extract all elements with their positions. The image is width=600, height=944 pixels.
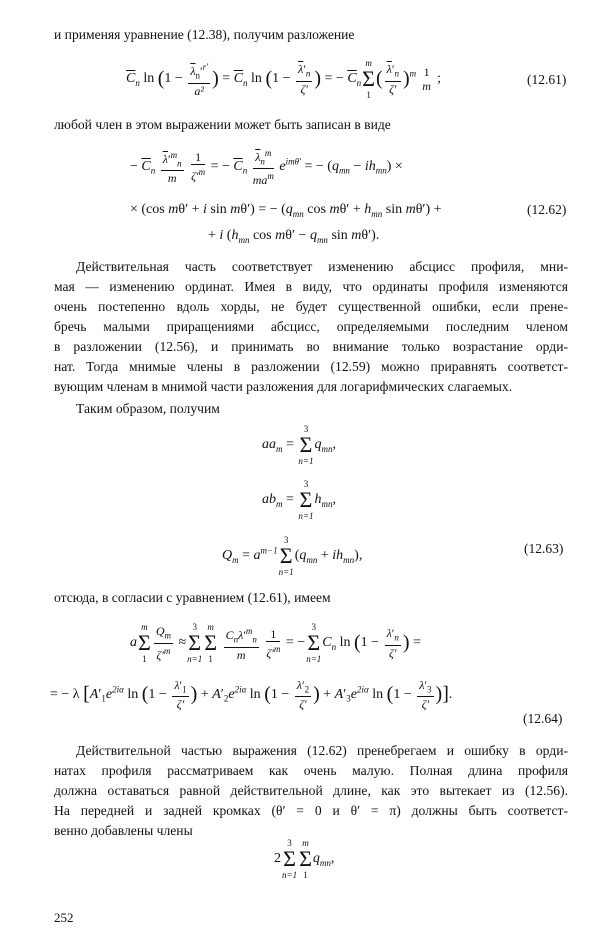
equation-label-12-61: (12.61)	[527, 72, 567, 87]
equation-12-63-a: $aa_m$ = 3 Σ n=1 $q_{mn}$,	[262, 424, 336, 466]
paragraph-2-line-4: На передней и задней кромках (θ′ = 0 и θ′ = π) должны быть соответст-	[54, 803, 568, 818]
page-number: 252	[54, 910, 74, 925]
equation-label-12-62: (12.62)	[527, 202, 567, 217]
equation-label-12-64: (12.64)	[523, 711, 563, 726]
equation-12-62-line1: − $\overline{C}_n$ $\frac{\overline{\lambda}'^m_n}{m}$ $\frac{1}{\zeta'^m}$ = − $\overline{C}_n$ $\frac{\overline{\lambda}_n^m}{ma^m}$ $e^{im\theta'}$ = − $(q_{mn} - ih_{mn})$ ×	[130, 148, 403, 188]
equation-12-63-q: $Q_m = a^{m-1}$ 3 Σ n=1 $(q_{mn} + ih_{mn})$,	[222, 535, 363, 577]
paragraph-1-line-2: мая — изменению ординат. Имея в виду, что ординаты профиля изменяются	[54, 279, 568, 294]
text-thus: Таким образом, получим	[76, 401, 220, 416]
paragraph-1-line-5: в разложении (12.56), и принимать во внимание только возрастание орди-	[54, 339, 568, 354]
text-hence: отсюда, в согласии с уравнением (12.61), имеем	[54, 590, 331, 605]
paragraph-1-line-3: очень постепенно вдоль хорды, не будет существенной ошибки, если прене-	[54, 299, 568, 314]
paragraph-2-line-3: должна оставаться равной действительной длине, как это вытекает из (12.56).	[54, 783, 568, 798]
paragraph-1-line-6: нат. Тогда мнимые члены в разложении (12.59) можно приравнять соответст-	[54, 359, 568, 374]
paragraph-1-line-7: вующим членам в мнимой части разложения для логарифмических слагаемых.	[54, 379, 513, 394]
equation-12-63-b: $ab_m$ = 3 Σ n=1 $h_{mn}$,	[262, 479, 336, 521]
text-any-term: любой член в этом выражении может быть записан в виде	[54, 117, 391, 132]
paragraph-2-line-5: венно добавлены члены	[54, 823, 193, 838]
paragraph-1-line-4: бречь малыми приращениями абсцисс, определяемыми последним членом	[54, 319, 568, 334]
paragraph-1-line-1: Действительная часть соответствует изменению абсцисс профиля, мни-	[76, 259, 568, 274]
equation-12-62-line3: + i ($h_{mn}$ $\cos m\theta' - q_{mn}$ sin mθ′).	[208, 228, 380, 245]
text-intro: и применяя уравнение (12.38), получим разложение	[54, 27, 355, 42]
paragraph-2-line-1: Действительной частью выражения (12.62) пренебрегаем и ошибку в орди-	[76, 743, 568, 758]
paragraph-2-line-2: натах профиля рассматриваем как очень малую. Полная длина профиля	[54, 763, 568, 778]
equation-label-12-63: (12.63)	[524, 541, 564, 556]
equation-12-64-line1: a m Σ 1 $\frac{Q_m}{\zeta'^m}$ ≈ 3 Σ n=1 m Σ 1 $\frac{C_n\lambda'^m_n}{m}$ $\frac{1}{\zeta'^m}$ = − 3 Σ n=1 $C_n$ ln (1 − $\frac{\lambda'_n}{\zeta'}$ ) =	[130, 622, 421, 664]
equation-12-62-line2: × (cos mθ′ + i sin mθ′) = − ($q_{mn}$ $\cos m\theta' + h_{mn}$ sin mθ′) +	[130, 202, 442, 219]
equation-last-sum: 2 3 Σ n=1 m Σ 1 $q_{mn}$,	[274, 838, 335, 880]
equation-12-64-line2: = − λ [$A'_1e^{2i\alpha}$ ln (1 − $\frac{\lambda'_1}{\zeta'}$ ) + $A'_2e^{2i\alpha}$ ln (1 − $\frac{\lambda'_2}{\zeta'}$ ) + $A'_3e^{2i\alpha}$ ln (1 − $\frac{\lambda'_3}{\zeta'}$ )].	[50, 678, 453, 712]
equation-12-61: $\overline{C}_n$ ln (1 − $\frac{\overline{\lambda}_n'^{r'}}{\text{a²}}$ ) = $\overline{C}_n$ ln (1 − $\frac{\overline{\lambda}'_n}{\zeta'}$ ) = − $\overline{C}_n$ m Σ 1 ( $\frac{\overline{\lambda}'_n}{\zeta'}$ )$^m$ 1 m ;	[126, 58, 442, 100]
